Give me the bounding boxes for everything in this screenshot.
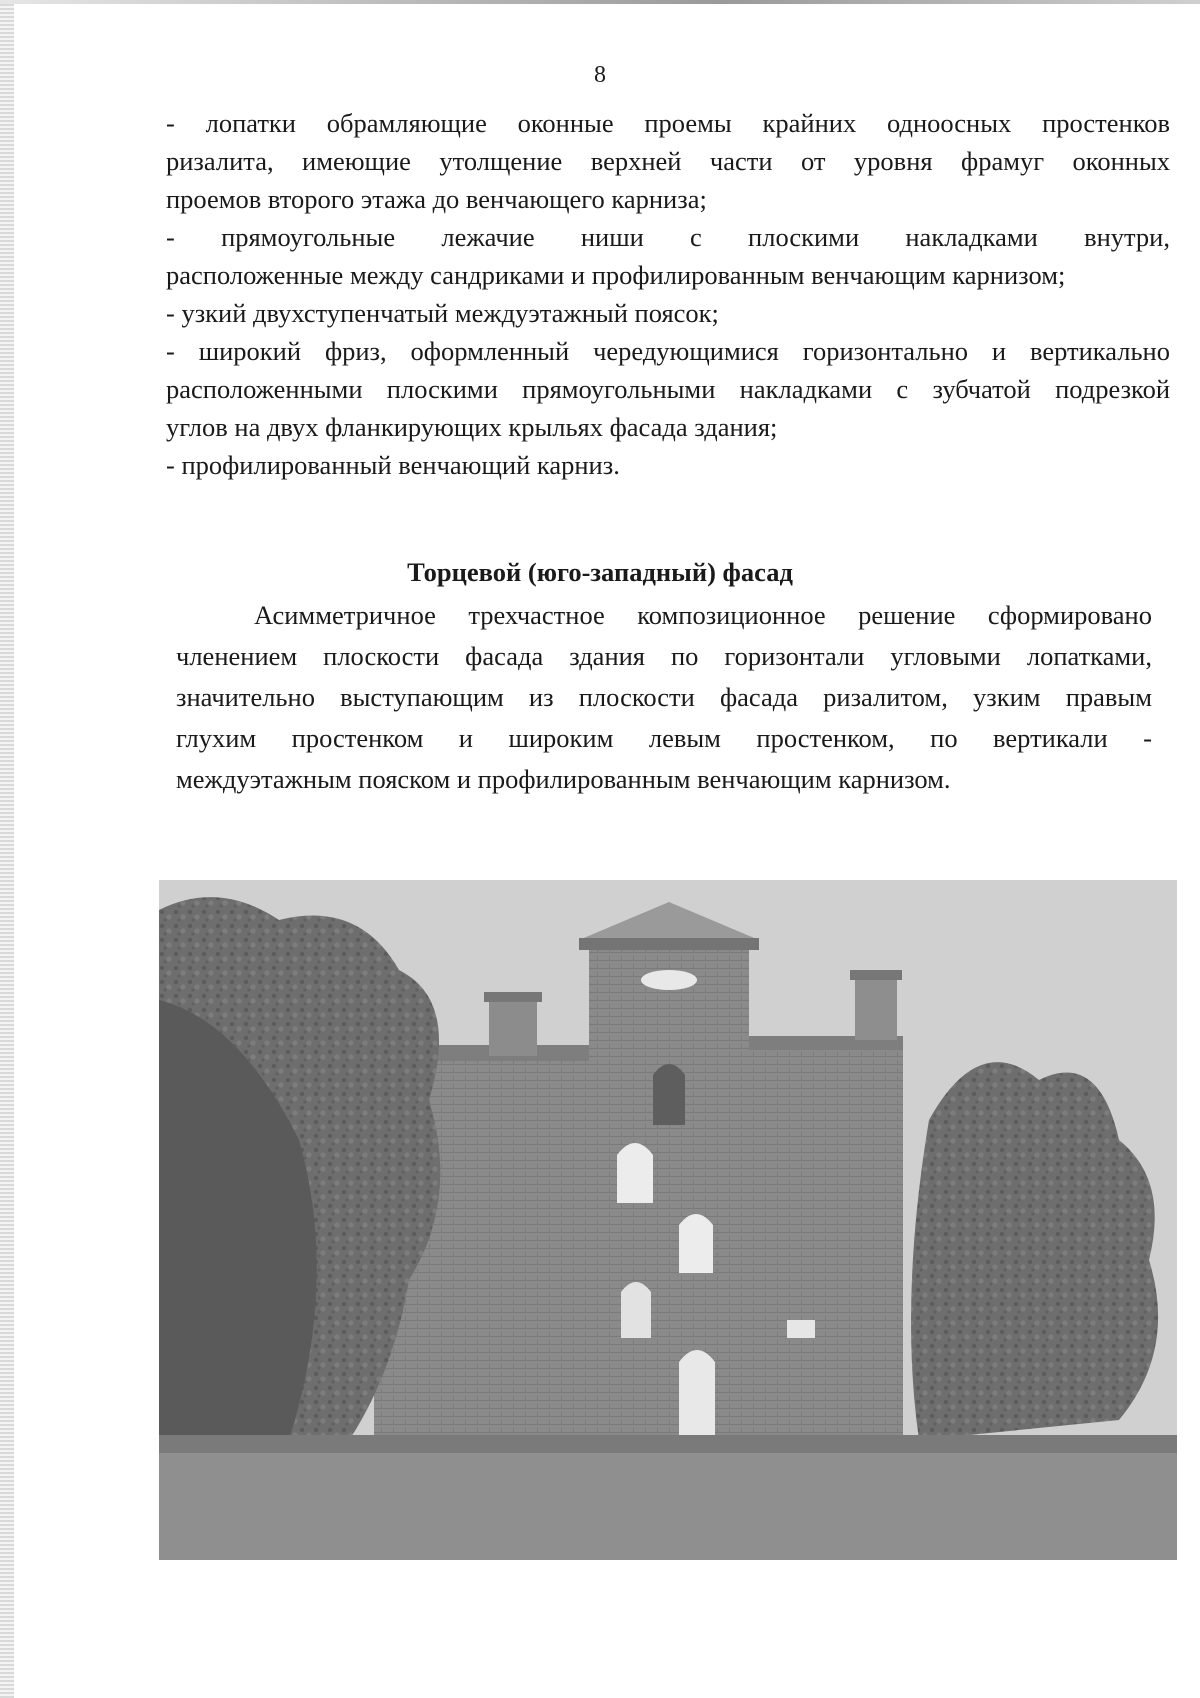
paragraph-line: членением плоскости фасада здания по горизонтали угловыми лопатками, xyxy=(176,641,1152,671)
list-line: проемов второго этажа до венчающего карниза; xyxy=(166,184,707,214)
list-line: - широкий фриз, оформленный чередующимися горизонтально и вертикально xyxy=(166,336,1170,366)
section-paragraph xyxy=(176,595,1152,800)
feature-list xyxy=(166,104,1170,484)
ac-unit xyxy=(787,1320,815,1338)
oval-window xyxy=(641,970,697,990)
paragraph-line: глухим простенком и широким левым простенком, по вертикали - xyxy=(176,723,1152,753)
tower-window xyxy=(653,1064,685,1125)
chimney-cap xyxy=(850,970,902,980)
list-line: ризалита, имеющие утолщение верхней части от уровня фрамуг оконных xyxy=(166,146,1170,176)
page-number: 8 xyxy=(594,62,606,88)
list-line: - прямоугольные лежачие ниши с плоскими накладками внутри, xyxy=(166,222,1170,252)
paragraph-line: значительно выступающим из плоскости фасада ризалитом, узким правым xyxy=(176,682,1152,712)
scan-top-edge xyxy=(0,0,1200,4)
chimney-left xyxy=(489,998,537,1056)
list-line: расположенными плоскими прямоугольными накладками с зубчатой подрезкой xyxy=(166,374,1170,404)
right-wing xyxy=(741,1048,903,1438)
list-line: углов на двух фланкирующих крыльях фасада здания; xyxy=(166,412,778,442)
list-line: расположенные между сандриками и профилированным венчающим карнизом; xyxy=(166,260,1066,290)
section-heading: Торцевой (юго-западный) фасад xyxy=(407,557,793,587)
tower-cornice xyxy=(579,938,759,950)
ground xyxy=(159,1435,1177,1560)
tower xyxy=(589,940,749,1438)
building-photo xyxy=(159,880,1177,1560)
list-line: - профилированный венчающий карниз. xyxy=(166,450,620,480)
tower-window xyxy=(679,1214,713,1273)
ground-shadow xyxy=(159,1435,1177,1453)
tower-window xyxy=(617,1143,653,1203)
paragraph-line: междуэтажным пояском и профилированным венчающим карнизом. xyxy=(176,764,951,794)
list-line: - лопатки обрамляющие оконные проемы крайних одноосных простенков xyxy=(166,108,1170,138)
list-line: - узкий двухступенчатый междуэтажный поясок; xyxy=(166,298,719,328)
paragraph-line: Асимметричное трехчастное композиционное решение сформировано xyxy=(254,600,1152,630)
chimney-cap xyxy=(484,992,542,1002)
chimney-right xyxy=(855,976,897,1040)
tower-door xyxy=(679,1350,715,1438)
scan-edge xyxy=(0,0,14,1698)
tower-window xyxy=(621,1282,651,1338)
